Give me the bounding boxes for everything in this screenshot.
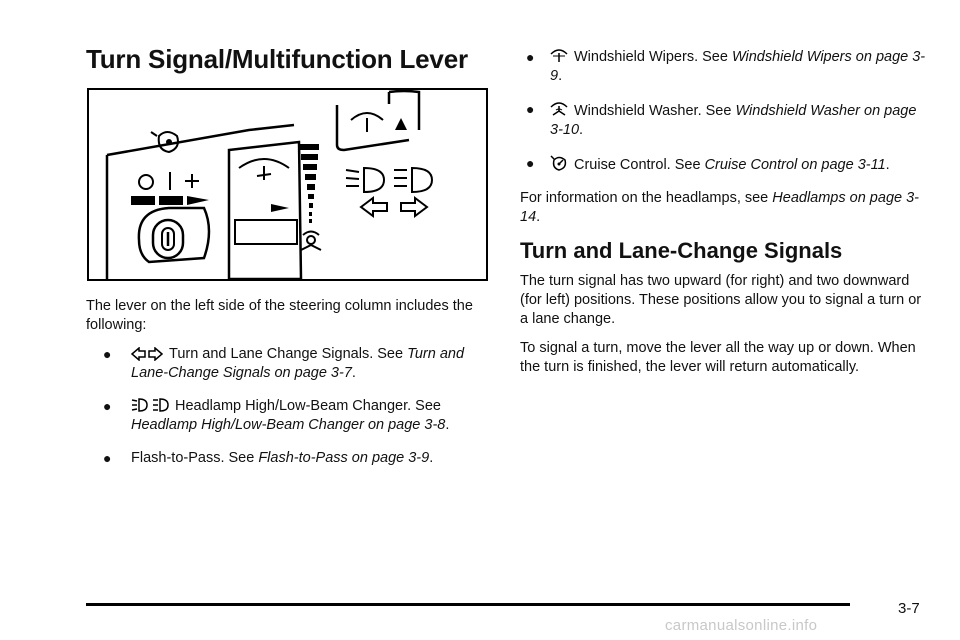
headlamp-beam-icon: [131, 397, 169, 413]
feature-list-left: [86, 345, 496, 468]
item-text: Turn and Lane Change Signals. See: [169, 346, 408, 362]
list-item-headlamp-changer: [86, 397, 496, 435]
section-paragraph-1: The turn signal has two upward (for right) and two downward (for left) positions. These positions allow you to signal a turn or a lane change.: [520, 273, 922, 327]
bullet: ●: [103, 346, 112, 362]
list-item-cruise: [520, 154, 930, 175]
item-end: .: [885, 157, 890, 173]
bullet: ●: [526, 49, 535, 65]
page-reference: Cruise Control on page 3-11: [704, 157, 886, 173]
item-text: Headlamp High/Low-Beam Changer. See: [175, 398, 441, 414]
turn-signal-arrows-icon: [131, 347, 163, 361]
page-number: 3-7: [898, 600, 920, 617]
section-paragraph-2: To signal a turn, move the lever all the way up or down. When the turn is finished, the lever will return automatically.: [520, 340, 916, 375]
page-reference: Headlamps on page 3-14: [520, 190, 919, 225]
item-end: .: [429, 450, 434, 466]
bullet: ●: [526, 101, 535, 117]
section-heading: Turn and Lane-Change Signals: [520, 238, 843, 263]
headlamp-info: [520, 189, 930, 227]
page-reference: Headlamp High/Low-Beam Changer on page 3-8: [131, 417, 446, 433]
feature-list-right: [520, 48, 930, 175]
page-reference: Turn and Lane-Change Signals on page 3-7: [131, 346, 465, 381]
page-reference: Windshield Washer on page 3-10: [550, 103, 917, 138]
bullet: ●: [103, 450, 112, 466]
list-item-wipers: [520, 48, 930, 86]
washer-icon: [550, 100, 568, 118]
item-text: Flash-to-Pass. See: [131, 450, 259, 466]
footer-rule: [86, 603, 850, 606]
list-item-washer: [520, 100, 930, 140]
lever-illustration: [87, 88, 488, 281]
item-text: Windshield Washer. See: [574, 103, 736, 119]
item-end: .: [558, 68, 563, 84]
page-reference: Windshield Wipers on page 3-9: [550, 49, 926, 84]
page-title: Turn Signal/Multifunction Lever: [86, 44, 468, 74]
item-end: .: [351, 365, 356, 381]
item-end: .: [536, 209, 541, 225]
cruise-control-icon: [550, 154, 568, 172]
page-reference: Flash-to-Pass on page 3-9: [258, 450, 430, 466]
list-item-turn-signals: [86, 345, 496, 383]
item-end: .: [579, 122, 584, 138]
bullet: ●: [103, 398, 112, 414]
item-end: .: [445, 417, 450, 433]
item-text: Windshield Wipers. See: [574, 49, 732, 65]
watermark: carmanualsonline.info: [665, 617, 818, 634]
wiper-icon: [550, 48, 568, 64]
list-item-flash-to-pass: [86, 449, 496, 468]
headlamp-text: For information on the headlamps, see: [520, 190, 773, 206]
intro-text: The lever on the left side of the steering column includes the following:: [86, 298, 473, 333]
item-text: Cruise Control. See: [574, 157, 705, 173]
bullet: ●: [526, 155, 535, 171]
